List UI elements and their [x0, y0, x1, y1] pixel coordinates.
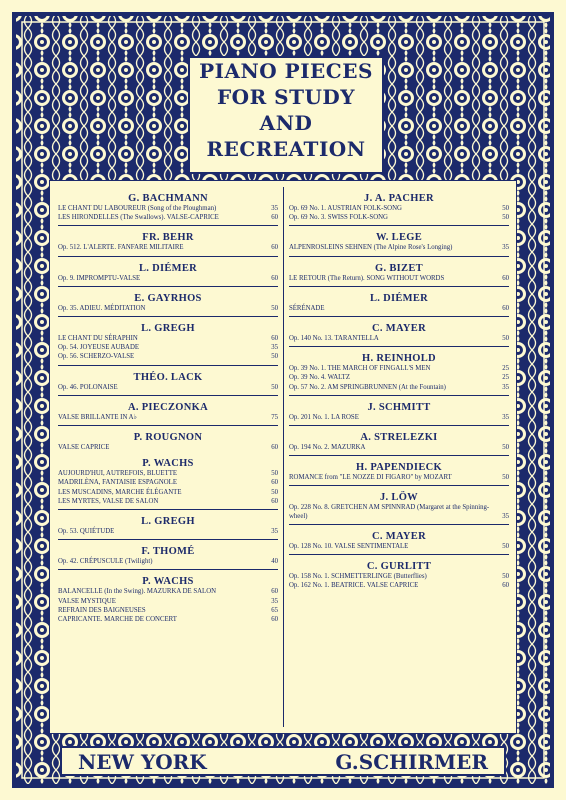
- piece-title: Op. 42. CRÉPUSCULE (Twilight): [58, 558, 153, 566]
- piece-price: 60: [271, 244, 278, 252]
- piece-price: 65: [271, 606, 278, 614]
- divider-rule: [58, 225, 278, 226]
- piece-title: VALSE MYSTIQUE: [58, 597, 116, 605]
- piece-title: REFRAIN DES BAIGNEUSES: [58, 606, 146, 614]
- piece-entry: [58, 498, 278, 506]
- piece-title: LE CHANT DU SÉRAPHIN: [58, 335, 138, 343]
- piece-price: 40: [271, 558, 278, 566]
- piece-title: Op. 39 No. 4. WALTZ: [289, 374, 350, 382]
- composer-name: C. MAYER: [372, 530, 426, 542]
- piece-title: Op. 69 No. 1. AUSTRIAN FOLK-SONG: [289, 205, 402, 212]
- divider-rule: [58, 286, 278, 287]
- piece-price: 50: [271, 488, 278, 496]
- piece-entry: [289, 573, 509, 581]
- divider-rule: [289, 485, 509, 486]
- composer-name: P. WACHS: [142, 576, 194, 588]
- piece-title: Op. 128 No. 10. VALSE SENTIMENTALE: [289, 542, 409, 550]
- publisher-name: G.SCHIRMER: [335, 750, 488, 774]
- piece-title: Op. 228 No. 8. GRETCHEN AM SPINNRAD (Margaret at the Spinning-wheel): [289, 504, 490, 520]
- piece-entry: [58, 470, 278, 478]
- piece-price: 60: [271, 479, 278, 487]
- piece-price: 60: [502, 274, 509, 282]
- piece-title: LE CHANT DU LABOUREUR (Song of the Ploughman): [58, 205, 217, 212]
- composer-name: F. THOMÉ: [141, 546, 195, 558]
- piece-entry: [58, 558, 278, 566]
- piece-title: Op. 201 No. 1. LA ROSE: [289, 413, 359, 421]
- column-divider: [283, 187, 284, 727]
- composer-name: C. MAYER: [372, 323, 426, 335]
- piece-title: Op. 57 No. 2. AM SPRINGBRUNNEN (At the Fountain): [289, 383, 446, 391]
- piece-title: Op. 54. JOYEUSE AUBADE: [58, 344, 139, 352]
- piece-title: MADRILÈNA, FANTAISIE ESPAGNOLE: [58, 479, 177, 487]
- composer-name: W. LEGE: [375, 232, 423, 244]
- title-line: AND: [259, 111, 313, 135]
- right-column: [289, 187, 509, 591]
- divider-rule: [58, 569, 278, 570]
- piece-entry: [58, 353, 278, 361]
- piece-entry: [289, 384, 509, 392]
- divider-rule: [289, 256, 509, 257]
- divider-rule: [58, 365, 278, 366]
- piece-title: Op. 9. IMPROMPTU-VALSE: [58, 274, 141, 282]
- piece-title: Op. 53. QUIÉTUDE: [58, 528, 115, 536]
- piece-price: 60: [502, 582, 509, 590]
- piece-price: 60: [271, 588, 278, 596]
- piece-price: 35: [271, 205, 278, 212]
- divider-rule: [289, 524, 509, 525]
- divider-rule: [289, 455, 509, 456]
- piece-price: 60: [271, 497, 278, 505]
- piece-title: AUJOURD'HUI, AUTREFOIS, BLUETTE: [58, 470, 178, 478]
- divider-rule: [58, 425, 278, 426]
- composer-name: G. BACHMANN: [128, 193, 208, 204]
- composer-name: FR. BEHR: [142, 232, 194, 244]
- piece-entry: [58, 479, 278, 487]
- composer-name: P. WACHS: [142, 458, 194, 470]
- composer-name: A. PIECZONKA: [127, 401, 209, 413]
- piece-price: 35: [271, 344, 278, 352]
- piece-price: 35: [271, 528, 278, 536]
- piece-entry: [289, 474, 509, 482]
- divider-rule: [289, 286, 509, 287]
- piece-entry: [58, 444, 278, 452]
- piece-title: VALSE CAPRICE: [58, 444, 110, 452]
- piece-entry: [289, 414, 509, 422]
- composer-name: P. ROUGNON: [133, 432, 203, 444]
- piece-price: 60: [271, 214, 278, 222]
- piece-entry: [289, 305, 509, 313]
- piece-entry: [289, 444, 509, 452]
- piece-entry: [58, 414, 278, 422]
- piece-entry: [58, 598, 278, 606]
- piece-price: 50: [271, 383, 278, 391]
- title-line: FOR STUDY: [216, 85, 356, 109]
- divider-rule: [58, 316, 278, 317]
- piece-title: LES MUSCADINS, MARCHE ÉLÉGANTE: [58, 488, 182, 496]
- piece-price: 50: [502, 214, 509, 222]
- piece-title: Op. 162 No. 1. BEATRICE. VALSE CAPRICE: [289, 582, 419, 590]
- piece-title: Op. 512. L'ALERTE. FANFARE MILITAIRE: [58, 244, 184, 252]
- piece-title: Op. 35. ADIEU. MÉDITATION: [58, 304, 146, 312]
- piece-entry: [58, 275, 278, 283]
- divider-rule: [289, 225, 509, 226]
- piece-price: 35: [502, 512, 509, 520]
- piece-title: CAPRICANTE. MARCHE DE CONCERT: [58, 616, 177, 624]
- piece-price: 35: [271, 597, 278, 605]
- composer-name: L. GREGH: [141, 516, 195, 528]
- title-panel: [188, 56, 384, 174]
- piece-price: 60: [271, 444, 278, 452]
- title-line: PIANO PIECES: [199, 59, 373, 83]
- piece-entry: [58, 489, 278, 497]
- piece-entry: [289, 504, 509, 520]
- divider-rule: [289, 554, 509, 555]
- piece-entry: [58, 205, 278, 213]
- piece-title: LES MYRTES, VALSE DE SALON: [58, 497, 159, 505]
- piece-price: 50: [271, 304, 278, 312]
- piece-entry: [58, 344, 278, 352]
- composer-name: THÉO. LACK: [133, 371, 203, 383]
- divider-rule: [58, 539, 278, 540]
- divider-rule: [58, 395, 278, 396]
- piece-title: Op. 69 No. 3. SWISS FOLK-SONG: [289, 214, 388, 222]
- piece-price: 50: [502, 542, 509, 550]
- piece-entry: [58, 528, 278, 536]
- piece-entry: [289, 365, 509, 373]
- piece-price: 60: [271, 616, 278, 624]
- composer-name: H. REINHOLD: [362, 353, 436, 365]
- divider-rule: [289, 316, 509, 317]
- piece-price: 50: [271, 353, 278, 361]
- piece-price: 50: [502, 205, 509, 212]
- piece-entry: [289, 582, 509, 590]
- divider-rule: [289, 395, 509, 396]
- piece-title: Op. 46. POLONAISE: [58, 383, 118, 391]
- piece-entry: [58, 244, 278, 252]
- piece-entry: [289, 244, 509, 252]
- divider-rule: [289, 346, 509, 347]
- piece-title: Op. 158 No. 1. SCHMETTERLINGE (Butterflies): [289, 573, 427, 581]
- composer-name: L. GREGH: [141, 323, 195, 335]
- title-line: RECREATION: [206, 137, 366, 161]
- piece-entry: [289, 275, 509, 283]
- piece-entry: [58, 616, 278, 624]
- piece-title: Op. 194 No. 2. MAZURKA: [289, 444, 366, 452]
- piece-price: 60: [502, 304, 509, 312]
- piece-entry: [289, 374, 509, 382]
- piece-title: BALANCELLE (In the Swing). MAZURKA DE SALON: [58, 588, 217, 596]
- piece-title: Op. 56. SCHERZO-VALSE: [58, 353, 135, 361]
- composer-name: C. GURLITT: [366, 561, 432, 573]
- piece-price: 35: [502, 244, 509, 252]
- piece-title: LE RETOUR (The Return). SONG WITHOUT WORDS: [289, 274, 445, 282]
- piece-price: 50: [502, 474, 509, 482]
- composer-name: J. A. PACHER: [364, 193, 434, 204]
- piece-price: 60: [271, 335, 278, 343]
- composer-name: L. DIÉMER: [138, 262, 198, 274]
- piece-entry: [289, 214, 509, 222]
- piece-title: ROMANCE from "LE NOZZE DI FIGARO" by MOZART: [289, 474, 452, 482]
- piece-price: 50: [502, 335, 509, 343]
- composer-name: H. PAPENDIECK: [356, 462, 442, 474]
- piece-price: 25: [502, 374, 509, 382]
- piece-entry: [58, 305, 278, 313]
- piece-entry: [289, 205, 509, 213]
- piece-price: 60: [271, 274, 278, 282]
- piece-title: Op. 140 No. 13. TARANTELLA: [289, 335, 379, 343]
- piece-entry: [58, 588, 278, 596]
- piece-title: SÉRÉNADE: [289, 304, 325, 312]
- publisher-city: NEW YORK: [78, 750, 207, 774]
- composer-name: L. DIÉMER: [369, 292, 429, 304]
- piece-price: 50: [271, 470, 278, 478]
- piece-title: VALSE BRILLANTE IN A♭: [58, 413, 137, 421]
- piece-entry: [58, 214, 278, 222]
- piece-price: 50: [502, 573, 509, 581]
- piece-price: 50: [502, 444, 509, 452]
- piece-price: 75: [271, 413, 278, 421]
- piece-title: ALPENROSLEINS SEHNEN (The Alpine Rose's Longing): [289, 244, 453, 252]
- left-column: [58, 187, 278, 625]
- composer-name: J. LÖW: [380, 492, 418, 504]
- catalog-panel: [49, 180, 517, 734]
- divider-rule: [58, 256, 278, 257]
- piece-price: 25: [502, 365, 509, 373]
- divider-rule: [58, 509, 278, 510]
- piece-price: 35: [502, 413, 509, 421]
- piece-entry: [58, 607, 278, 615]
- piece-entry: [58, 384, 278, 392]
- composer-name: G. BIZET: [375, 262, 423, 274]
- piece-title: Op. 39 No. 1. THE MARCH OF FINGALL'S MEN: [289, 365, 431, 373]
- piece-entry: [289, 335, 509, 343]
- piece-entry: [58, 335, 278, 343]
- composer-name: J. SCHMITT: [367, 401, 431, 413]
- composer-name: A. STRELEZKI: [360, 432, 438, 444]
- publisher-footer: [60, 746, 506, 776]
- piece-title: LES HIRONDELLES (The Swallows). VALSE-CAPRICE: [58, 214, 219, 222]
- piece-price: 35: [502, 383, 509, 391]
- piece-entry: [289, 543, 509, 551]
- divider-rule: [289, 425, 509, 426]
- composer-name: E. GAYRHOS: [134, 292, 202, 304]
